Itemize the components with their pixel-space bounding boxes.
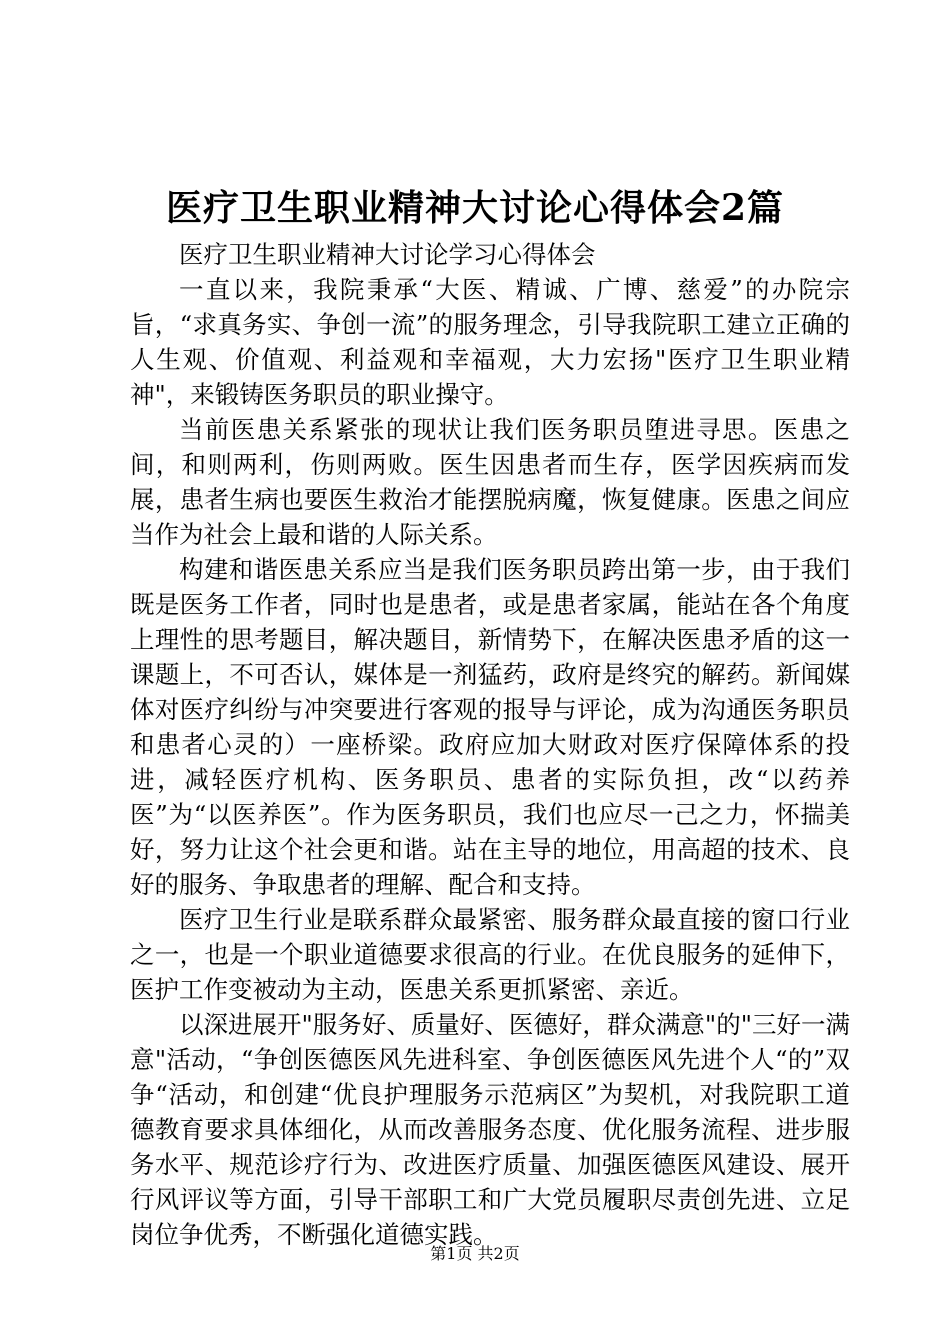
paragraph: 当前医患关系紧张的现状让我们医务职员堕进寻思。医患之间，和则两利，伤则两败。医生因患者而生存，医学因疾病而发展，患者生病也要医生救治才能摆脱病魔，恢复健康。医患之间应当作为社会上最和谐的人际关系。 — [130, 415, 850, 549]
paragraph: 一直以来，我院秉承“大医、精诚、广博、慈爱”的办院宗旨，“求真务实、争创一流”的服务理念，引导我院职工建立正确的人生观、价值观、利益观和幸福观，大力宏扬"医疗卫生职业精神"，来锻铸医务职员的职业操守。 — [130, 275, 850, 409]
paragraph-subtitle: 医疗卫生职业精神大讨论学习心得体会 — [179, 240, 596, 269]
paragraph: 以深进展开"服务好、质量好、医德好，群众满意"的"三好一满意"活动，“争创医德医风先进科室、争创医德医风先进个人“的”双争“活动，和创建“优良护理服务示范病区”为契机，对我院职工道德教育要求具体细化，从而改善服务态度、优化服务流程、进步服务水平、规范诊疗行为、改进医疗质量、加强医德医风建设、展开行风评议等方面，引导干部职工和广大党员履职尽责创先进、立足岗位争优秀，不断强化道德实践。 — [130, 1010, 850, 1249]
document-body — [130, 237, 850, 1252]
paragraph: 医疗卫生行业是联系群众最紧密、服务群众最直接的窗口行业之一，也是一个职业道德要求很高的行业。在优良服务的延伸下，医护工作变被动为主动，医患关系更抓紧密、亲近。 — [130, 905, 850, 1004]
paragraph: 构建和谐医患关系应当是我们医务职员跨出第一步，由于我们既是医务工作者，同时也是患者，或是患者家属，能站在各个角度上理性的思考题目，解决题目，新情势下，在解决医患矛盾的这一课题上，不可否认，媒体是一剂猛药，政府是终究的解药。新闻媒体对医疗纠纷与冲突要进行客观的报导与评论，成为沟通医务职员和患者心灵的）一座桥梁。政府应加大财政对医疗保障体系的投进，减轻医疗机构、医务职员、患者的实际负担，改“以药养医”为“以医养医”。作为医务职员，我们也应尽一己之力，怀揣美好，努力让这个社会更和谐。站在主导的地位，用高超的技术、良好的服务、争取患者的理解、配合和支持。 — [130, 555, 850, 899]
page-number-footer: 第1页 共2页 — [430, 1244, 520, 1263]
document-title: 医疗卫生职业精神大讨论心得体会2篇 — [165, 187, 785, 229]
